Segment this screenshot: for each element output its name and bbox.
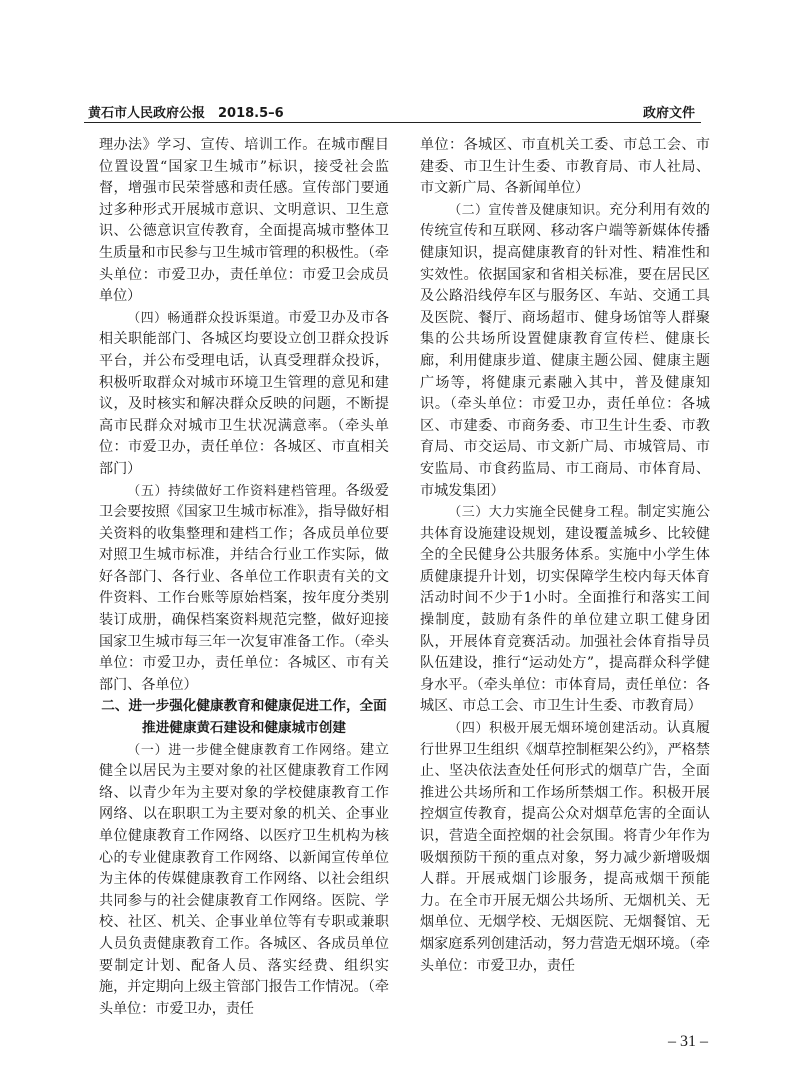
subheading: （五）持续做好工作资料建档管理。 — [127, 483, 346, 499]
paragraph — [420, 718, 710, 977]
paragraph — [420, 502, 710, 718]
paragraph — [420, 200, 710, 502]
paragraph: 理办法》学习、宣传、培训工作。在城市醒目位置设置“国家卫生城市”标识，接受社会监督，增强市民荣誉感和责任感。宣传部门要通过多种形式开展城市意识、文明意识、卫生意识、公德意识宣传教育，全面提高城市整体卫生质量和市民参与卫生城市管理的积极性。（牵头单位：市爱卫办，责任单位：市爱卫会成员单位） — [99, 137, 389, 305]
left-column — [99, 135, 389, 1020]
section-label: 政府文件 — [642, 106, 695, 121]
paragraph-body: 充分利用有效的传统宣传和互联网、移动客户端等新媒体传播健康知识，提高健康教育的针对性、精准性和实效性。依据国家和省相关标准，要在居民区及公路沿线停车区与服务区、车站、交通工具及医院、餐厅、商场超市、健身场馆等人群聚集的公共场所设置健康教育宣传栏、健康长廊，利用健康步道、健康主题公园、健康主题广场等，将健康元素融入其中，普及健康知识。（牵头单位：市爱卫办，责任单位：各城区、市建委、市商务委、市卫生计生委、市教育局、市交运局、市文新广局、市城管局、市安监局、市食药监局、市工商局、市体育局、市城发集团） — [420, 201, 710, 499]
subheading: （二）宣传普及健康知识。 — [448, 202, 609, 218]
paragraph-body: 建立健全以居民为主要对象的社区健康教育工作网络、以青少年为主要对象的学校健康教育工作网络、以在职职工为主要对象的机关、企事业单位健康教育工作网络、以医疗卫生机构为核心的专业健康教育工作网络、以新闻宣传单位为主体的传媒健康教育工作网络、以社会组织共同参与的社会健康教育工作网络。医院、学校、社区、机关、企事业单位等有专职或兼职人员负责健康教育工作。各城区、各成员单位要制定计划、配备人员、落实经费、组织实施，并定期向上级主管部门报告工作情况。（牵头单位：市爱卫办，责任 — [99, 741, 389, 1017]
paragraph-body: 认真履行世界卫生组织《烟草控制框架公约》，严格禁止、坚决依法查处任何形式的烟草广告，全面推进公共场所和工作场所禁烟工作。积极开展控烟宣传教育，提高公众对烟草危害的全面认识，营造全面控烟的社会氛围。将青少年作为吸烟预防干预的重点对象，努力减少新增吸烟人群。开展戒烟门诊服务，提高戒烟干预能力。在全市开展无烟公共场所、无烟机关、无烟单位、无烟学校、无烟医院、无烟餐馆、无烟家庭系列创建活动，努力营造无烟环境。（牵头单位：市爱卫办，责任 — [420, 720, 710, 974]
subheading: （四）积极开展无烟环境创建活动。 — [448, 721, 667, 737]
paragraph: 单位：各城区、市直机关工委、市总工会、市建委、市卫生计生委、市教育局、市人社局、市文新广局、各新闻单位） — [420, 137, 710, 197]
paragraph — [99, 308, 389, 481]
subheading: （四）畅通群众投诉渠道。 — [127, 310, 288, 326]
right-column — [420, 135, 710, 977]
paragraph — [99, 481, 389, 697]
paragraph-body: 制定实施公共体育设施建设规划，建设覆盖城乡、比较健全的全民健身公共服务体系。实施中小学生体质健康提升计划，切实保障学生校内每天体育活动时间不少于1小时。全面推行和落实工间操制度，鼓励有条件的单位建立职工健身团队，开展体育竞赛活动。加强社会体育指导员队伍建设，推行“运动处方”，提高群众科学健身水平。（牵头单位：市体育局，责任单位：各城区、市总工会、市卫生计生委、市教育局） — [420, 504, 710, 715]
page-number: – 31 – — [668, 1033, 708, 1050]
subheading: （一）进一步健全健康教育工作网络。 — [127, 742, 361, 758]
journal-title: 黄石市人民政府公报 2018.5–6 — [88, 106, 284, 121]
paragraph-body: 市爱卫办及市各相关职能部门、各城区均要设立创卫群众投诉平台，并公布受理电话，认真受理群众投诉，积极听取群众对城市环境卫生管理的意见和建议，及时核实和解决群众反映的问题，不断提高市民群众对城市卫生状况满意率。（牵头单位：市爱卫办，责任单位：各城区、市直相关部门） — [99, 309, 389, 477]
section-heading: 二、进一步强化健康教育和健康促进工作，全面推进健康黄石建设和健康城市创建 — [101, 698, 387, 737]
paragraph — [99, 740, 389, 1021]
paragraph-body: 各级爱卫会要按照《国家卫生城市标准》，指导做好相关资料的收集整理和建档工作；各成员单位要对照卫生城市标准，并结合行业工作实际，做好各部门、各行业、各单位工作职责有关的文件资料、工作台账等原始档案，按年度分类别装订成册，确保档案资料规范完整，做好迎接国家卫生城市每三年一次复审准备工作。（牵头单位：市爱卫办，责任单位：各城区、市有关部门、各单位） — [99, 482, 389, 693]
page-header — [84, 98, 701, 123]
subheading: （三）大力实施全民健身工程。 — [448, 505, 638, 521]
